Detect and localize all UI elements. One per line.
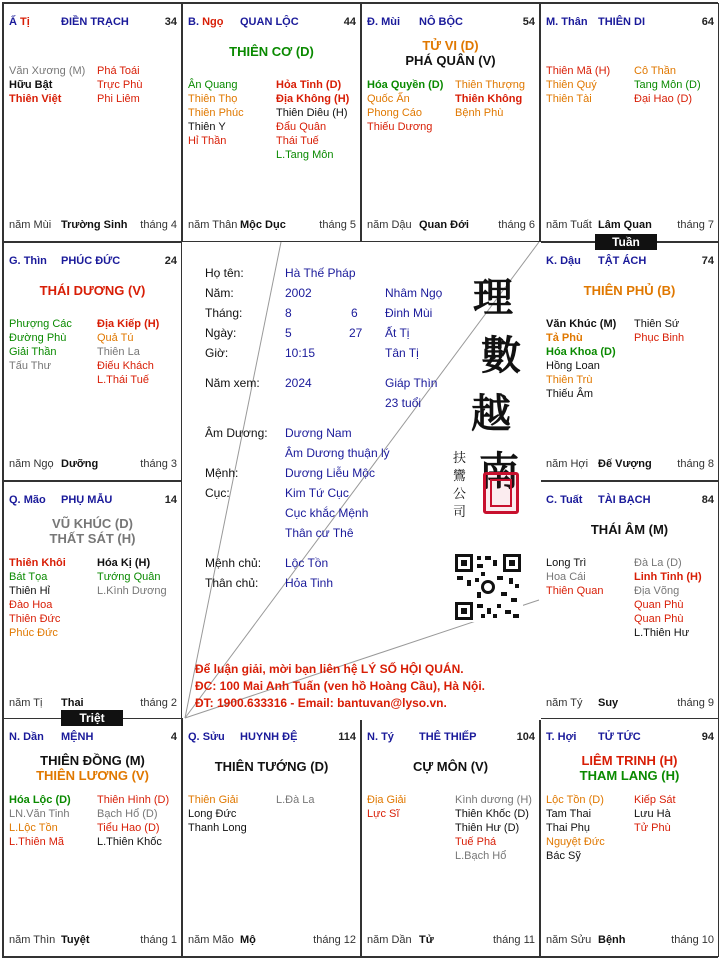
- palace-year: năm Mão: [188, 934, 234, 946]
- minor-star: Nguyệt Đức: [546, 836, 605, 848]
- minor-star: Tang Môn (D): [634, 79, 701, 91]
- minor-star: Hỉ Thần: [188, 135, 227, 147]
- minor-star: Long Trì: [546, 557, 587, 569]
- palace-header: [546, 255, 714, 269]
- palace-stage: Dưỡng: [61, 458, 99, 470]
- minor-star: Giải Thần: [9, 346, 57, 358]
- major-star: THIÊN ĐỒNG (M): [40, 753, 145, 768]
- triet-marker: Triệt: [61, 710, 123, 726]
- minor-star: Hỏa Tinh (D): [276, 79, 342, 91]
- palace-suu: [182, 718, 361, 957]
- calligraphy-char-3: 越: [471, 390, 511, 437]
- minor-star: Địa Kiếp (H): [97, 318, 160, 330]
- value-day-solar: 5: [285, 326, 292, 340]
- palace-number: 24: [164, 255, 177, 267]
- palace-footer: [546, 697, 714, 711]
- minor-star: Đà La (D): [634, 557, 682, 569]
- minor-star: Thiên Thượng: [455, 79, 526, 91]
- minor-stars-left: [546, 793, 605, 863]
- palace-year: năm Tý: [546, 697, 583, 709]
- palace-number: 4: [170, 731, 177, 743]
- palace-than: [540, 3, 719, 242]
- palace-stage: Tuyệt: [61, 934, 90, 946]
- minor-star: L.Thái Tuế: [97, 374, 149, 386]
- minor-stars-right: [97, 556, 167, 598]
- contact-line-3: ĐT: 1900.633316 - Email: bantuvan@lyso.vn.: [195, 696, 447, 710]
- contact-line-2: ĐC: 100 Mai Anh Tuấn (ven hồ Hoàng Cầu), Hà Nội.: [195, 679, 486, 693]
- palace-month: tháng 10: [671, 934, 714, 946]
- minor-stars-left: [188, 78, 244, 148]
- palace-can: M.: [546, 16, 559, 28]
- palace-month: tháng 11: [492, 934, 535, 946]
- palace-can: Đ.: [367, 16, 378, 28]
- palace-chi: Tuất: [560, 494, 583, 506]
- palace-ty: [3, 3, 182, 242]
- palace-stage: Suy: [598, 697, 619, 709]
- palace-stage: Trường Sinh: [61, 219, 128, 231]
- palace-year: năm Sửu: [546, 934, 592, 946]
- palace-chi: Dần: [23, 731, 44, 743]
- palace-thin: [3, 242, 182, 481]
- minor-star: Hóa Quyền (D): [367, 79, 444, 91]
- minor-star: Kiếp Sát: [634, 794, 676, 806]
- major-star: THIÊN LƯƠNG (V): [36, 768, 149, 783]
- minor-star: Phi Liêm: [97, 93, 140, 105]
- qr-code: [453, 552, 523, 622]
- horoscope-chart: [2, 2, 718, 958]
- palace-year: năm Thìn: [9, 934, 56, 946]
- minor-star: Thiên Không: [455, 93, 523, 105]
- minor-star: Thái Tuế: [276, 135, 319, 147]
- minor-star: Trực Phù: [97, 79, 143, 91]
- minor-star: Hồng Loan: [546, 360, 600, 372]
- minor-stars-left: [367, 78, 443, 134]
- minor-star: Thiên Giải: [188, 794, 239, 806]
- minor-star: Thiên Hỉ: [9, 585, 50, 597]
- minor-star: Hóa Lộc (D): [9, 794, 71, 806]
- major-star: CỰ MÔN (V): [412, 759, 489, 774]
- minor-star: Thiên Khốc (D): [455, 808, 529, 820]
- minor-star: Thiếu Dương: [367, 121, 433, 133]
- minor-star: Địa Không (H): [276, 93, 350, 105]
- minor-star: LN.Văn Tinh: [9, 808, 70, 820]
- minor-star: Tam Thai: [546, 808, 592, 820]
- palace-header: [546, 731, 714, 745]
- minor-star: Tử Phù: [634, 822, 671, 834]
- palace-hoi: [540, 718, 719, 957]
- major-star: TỬ VI (D): [422, 38, 479, 53]
- palace-chi: Mão: [23, 494, 46, 506]
- palace-month: tháng 3: [140, 458, 177, 470]
- minor-stars-left: [546, 64, 610, 106]
- palace-name: THÊ THIẾP: [419, 731, 477, 743]
- major-star: THIÊN PHỦ (B): [583, 283, 676, 298]
- minor-star: Bệnh Phù: [455, 107, 504, 119]
- minor-star: Quốc Ấn: [367, 93, 410, 105]
- palace-month: tháng 7: [677, 219, 714, 231]
- palace-tuat: [540, 481, 719, 720]
- palace-mui: [361, 3, 540, 242]
- value-view-lunar: Giáp Thìn: [385, 376, 438, 390]
- palace-month: tháng 9: [677, 697, 714, 709]
- palace-year: năm Tị: [9, 697, 43, 709]
- minor-star: Hoa Cái: [546, 571, 586, 583]
- palace-footer: [546, 458, 714, 472]
- value-menhchu: Lộc Tồn: [285, 556, 329, 570]
- value-month-solar: 8: [285, 306, 292, 320]
- calligraphy-char-1: 理: [473, 274, 513, 321]
- palace-number: 74: [701, 255, 714, 267]
- minor-star: Quả Tú: [97, 332, 134, 344]
- minor-star: Thiên Y: [188, 121, 226, 133]
- minor-star: Thiên Thọ: [188, 93, 238, 105]
- minor-star: Thiên Quý: [546, 79, 597, 91]
- palace-month: tháng 2: [140, 697, 177, 709]
- minor-star: Thiên Tài: [546, 93, 592, 105]
- palace-footer: [546, 219, 714, 233]
- palace-number: 64: [701, 16, 714, 28]
- contact-line-1: Để luận giải, mời bạn liên hệ LÝ SỐ HỘI QUÁN.: [195, 662, 464, 676]
- palace-footer: [546, 934, 714, 948]
- minor-star: Tiểu Hao (D): [97, 822, 160, 834]
- minor-star: Bát Tọa: [9, 571, 48, 583]
- minor-star: L.Thiên Hư: [634, 627, 690, 639]
- palace-year: năm Mùi: [9, 219, 52, 231]
- palace-header: [9, 255, 177, 269]
- palace-year: năm Hợi: [546, 458, 589, 470]
- minor-stars-right: [97, 64, 142, 106]
- palace-year: năm Dần: [367, 934, 412, 946]
- palace-name: MỆNH: [61, 731, 94, 743]
- palace-header: [546, 494, 714, 508]
- major-star: THIÊN TƯỚNG (D): [214, 759, 329, 774]
- palace-can: Ấ: [9, 16, 17, 28]
- minor-star: Ân Quang: [188, 79, 238, 91]
- minor-star: Thiên Đức: [9, 613, 61, 625]
- palace-can: T.: [546, 731, 555, 743]
- palace-header: [9, 731, 177, 745]
- minor-star: Đại Hao (D): [634, 93, 693, 105]
- minor-stars-right: [455, 793, 532, 863]
- minor-stars-right: [634, 64, 701, 106]
- palace-stage: Mộc Dục: [240, 219, 286, 231]
- calligraphy-char-4: 南: [479, 448, 519, 495]
- palace-number: 44: [343, 16, 356, 28]
- palace-dan: [3, 718, 182, 957]
- value-age: 23 tuổi: [385, 396, 422, 410]
- minor-star: Thiên Hình (D): [97, 794, 170, 806]
- palace-can: N.: [367, 731, 378, 743]
- palace-name: TẬT ÁCH: [598, 255, 647, 267]
- minor-star: Quan Phù: [634, 613, 684, 625]
- palace-year: năm Ngọ: [9, 458, 54, 470]
- minor-star: Địa Giải: [367, 794, 407, 806]
- palace-tyt: [361, 718, 540, 957]
- palace-dau: [540, 242, 719, 481]
- palace-number: 104: [516, 731, 535, 743]
- minor-star: Thai Phụ: [546, 822, 591, 834]
- minor-star: Thanh Long: [188, 822, 247, 834]
- palace-can: Q.: [9, 494, 21, 506]
- minor-star: Hóa Khoa (D): [546, 346, 616, 358]
- value-amduong: Dương Nam: [285, 426, 352, 440]
- label-menh: Mệnh:: [205, 466, 239, 480]
- minor-star: Hóa Kị (H): [97, 557, 151, 569]
- palace-chi: Dậu: [560, 255, 581, 267]
- palace-stage: Đế Vượng: [598, 458, 652, 470]
- minor-star: Long Đức: [188, 808, 237, 820]
- palace-header: [546, 16, 714, 30]
- palace-year: năm Dậu: [367, 219, 412, 231]
- tuan-marker: Tuần: [595, 234, 657, 250]
- minor-star: L.Thiên Mã: [9, 836, 65, 848]
- minor-stars-left: [188, 793, 247, 835]
- value-cuc2: Cục khắc Mệnh: [285, 506, 369, 520]
- palace-header: [188, 731, 356, 745]
- minor-stars-right: [634, 556, 702, 640]
- value-menh: Dương Liễu Mộc: [285, 466, 375, 480]
- palace-name: PHỤ MẪU: [61, 494, 113, 506]
- minor-star: L.Đà La: [276, 794, 315, 806]
- center-info-panel: [183, 242, 541, 720]
- palace-chi: Thìn: [23, 255, 47, 267]
- minor-star: L.Bạch Hổ: [455, 850, 507, 862]
- palace-footer: [9, 934, 177, 948]
- minor-stars-right: [634, 793, 676, 835]
- calligraphy-char-2: 數: [481, 332, 521, 379]
- minor-stars-left: [367, 793, 406, 821]
- minor-star: Phong Cáo: [367, 107, 423, 119]
- major-star: THÁI DƯƠNG (V): [39, 283, 146, 298]
- palace-can: B.: [188, 16, 199, 28]
- minor-star: Thiên Khôi: [9, 557, 66, 569]
- minor-stars-right: [634, 317, 684, 345]
- palace-number: 54: [522, 16, 535, 28]
- palace-header: [9, 494, 177, 508]
- palace-month: tháng 5: [319, 219, 356, 231]
- major-star: THẤT SÁT (H): [49, 531, 136, 546]
- minor-star: Đường Phù: [9, 332, 67, 344]
- palace-footer: [9, 697, 177, 711]
- calligraphy-small-text: 扶鸞公司: [453, 451, 467, 520]
- palace-month: tháng 6: [498, 219, 535, 231]
- value-year-solar: 2002: [285, 286, 312, 300]
- palace-year: năm Tuất: [546, 219, 592, 231]
- palace-number: 84: [701, 494, 714, 506]
- minor-stars-right: [97, 317, 159, 387]
- palace-mao: [3, 481, 182, 720]
- value-cuc3: Thân cư Thê: [285, 526, 354, 540]
- palace-number: 114: [338, 731, 356, 743]
- minor-star: Tuế Phá: [455, 836, 497, 848]
- label-month: Tháng:: [205, 306, 243, 320]
- palace-stage: Quan Đới: [419, 219, 469, 231]
- minor-stars-left: [546, 317, 616, 401]
- palace-name: ĐIỀN TRẠCH: [61, 16, 129, 28]
- minor-star: Thiếu Âm: [546, 388, 594, 400]
- minor-star: Thiên La: [97, 346, 140, 358]
- palace-header: [188, 16, 356, 30]
- minor-star: Tả Phù: [546, 332, 583, 344]
- minor-star: Thiên Mã (H): [546, 65, 611, 77]
- minor-star: Linh Tinh (H): [634, 571, 702, 583]
- minor-star: Tấu Thư: [9, 360, 52, 372]
- major-star: THIÊN CƠ (D): [229, 44, 314, 59]
- minor-stars-right: [276, 793, 315, 807]
- palace-footer: [188, 934, 356, 948]
- palace-stage: Lâm Quan: [598, 219, 652, 231]
- palace-can: K.: [546, 255, 557, 267]
- palace-chi: Ngọ: [202, 16, 224, 28]
- value-view-year: 2024: [285, 376, 312, 390]
- label-thanchu: Thân chủ:: [205, 576, 259, 590]
- major-star: THAM LANG (H): [579, 768, 680, 783]
- minor-star: Kình dương (H): [455, 794, 532, 806]
- palace-stage: Tử: [419, 934, 434, 946]
- value-cuc: Kim Tứ Cục: [285, 486, 349, 500]
- minor-star: Lưu Hà: [634, 808, 671, 820]
- minor-stars-left: [9, 556, 66, 640]
- minor-star: Đào Hoa: [9, 599, 53, 611]
- palace-name: THIÊN DI: [598, 16, 646, 28]
- palace-footer: [367, 934, 535, 948]
- minor-stars-left: [9, 64, 85, 106]
- palace-chi: Sửu: [202, 731, 225, 743]
- minor-stars-left: [9, 317, 72, 373]
- palace-chi: Tý: [381, 731, 394, 743]
- minor-star: Phục Binh: [634, 332, 685, 344]
- minor-star: Quan Phù: [634, 599, 684, 611]
- minor-star: Bạch Hổ (D): [97, 808, 158, 820]
- palace-header: [9, 16, 177, 30]
- value-month-lunar-num: 6: [351, 306, 358, 320]
- minor-star: Thiên Quan: [546, 585, 604, 597]
- label-year: Năm:: [205, 286, 234, 300]
- minor-star: Lộc Tồn (D): [546, 794, 604, 806]
- label-hour: Giờ:: [205, 346, 229, 360]
- major-star: PHÁ QUÂN (V): [405, 53, 496, 68]
- minor-star: Thiên Phúc: [188, 107, 244, 119]
- value-thanchu: Hỏa Tinh: [285, 576, 334, 590]
- value-day-lunar: Ất Tị: [385, 326, 410, 340]
- label-amduong: Âm Dương:: [205, 426, 268, 440]
- label-cuc: Cục:: [205, 486, 230, 500]
- palace-header: [367, 731, 535, 745]
- palace-year: năm Thân: [188, 219, 238, 231]
- palace-chi: Tị: [20, 16, 30, 28]
- palace-chi: Mùi: [381, 16, 401, 28]
- palace-footer: [9, 219, 177, 233]
- palace-can: C.: [546, 494, 557, 506]
- palace-header: [367, 16, 535, 30]
- value-amduong2: Âm Dương thuận lý: [285, 446, 390, 460]
- palace-month: tháng 4: [140, 219, 177, 231]
- palace-footer: [9, 458, 177, 472]
- minor-star: Bác Sỹ: [546, 850, 581, 862]
- minor-star: Tướng Quân: [97, 571, 161, 583]
- minor-stars-right: [276, 78, 349, 162]
- palace-chi: Thân: [561, 16, 588, 28]
- label-view-year: Năm xem:: [205, 376, 260, 390]
- minor-star: Văn Khúc (M): [546, 318, 617, 330]
- palace-can: G.: [9, 255, 21, 267]
- minor-star: Thiên Sứ: [634, 318, 680, 330]
- value-name: Hà Thế Pháp: [285, 266, 356, 280]
- minor-star: Đẩu Quân: [276, 121, 327, 133]
- palace-can: Q.: [188, 731, 200, 743]
- palace-number: 34: [164, 16, 177, 28]
- minor-star: Lực Sĩ: [367, 808, 400, 820]
- minor-star: Thiên Hư (D): [455, 822, 520, 834]
- major-star: LIÊM TRINH (H): [581, 753, 678, 768]
- minor-star: L.Thiên Khốc: [97, 836, 162, 848]
- value-hour: 10:15: [285, 346, 316, 360]
- value-month-lunar: Đinh Mùi: [385, 306, 433, 320]
- palace-month: tháng 8: [677, 458, 714, 470]
- major-star: THÁI ÂM (M): [590, 522, 669, 537]
- minor-star: Thiên Trù: [546, 374, 593, 386]
- palace-number: 14: [164, 494, 177, 506]
- palace-can: N.: [9, 731, 20, 743]
- minor-stars-left: [546, 556, 603, 598]
- palace-name: HUYNH ĐỆ: [240, 731, 298, 743]
- minor-star: Địa Võng: [634, 585, 680, 597]
- minor-star: Phá Toái: [97, 65, 140, 77]
- minor-star: Văn Xương (M): [9, 65, 86, 77]
- palace-stage: Bệnh: [598, 934, 626, 946]
- value-day-lunar-num: 27: [349, 326, 363, 340]
- minor-star: L.Tang Môn: [276, 149, 334, 161]
- palace-chi: Hợi: [557, 731, 577, 743]
- label-name: Họ tên:: [205, 266, 244, 280]
- palace-month: tháng 1: [140, 934, 177, 946]
- palace-name: PHÚC ĐỨC: [61, 255, 121, 267]
- palace-name: TÀI BẠCH: [598, 494, 651, 506]
- minor-star: Thiên Việt: [9, 93, 62, 105]
- palace-name: NÔ BỘC: [419, 16, 463, 28]
- minor-star: Phượng Các: [9, 318, 72, 330]
- minor-star: L.Kình Dương: [97, 585, 167, 597]
- minor-stars-right: [455, 78, 525, 120]
- palace-stage: Thai: [61, 697, 84, 709]
- palace-month: tháng 12: [313, 934, 356, 946]
- minor-stars-right: [97, 793, 169, 849]
- minor-star: Cô Thần: [634, 65, 676, 77]
- minor-star: Thiên Diêu (H): [276, 107, 348, 119]
- minor-star: L.Lộc Tồn: [9, 822, 58, 834]
- label-day: Ngày:: [205, 326, 237, 340]
- palace-stage: Mộ: [240, 934, 256, 946]
- minor-star: Phúc Đức: [9, 627, 58, 639]
- palace-ngo: [182, 3, 361, 242]
- red-seal-stamp: [483, 472, 519, 514]
- palace-name: TỬ TỨC: [598, 731, 641, 743]
- palace-number: 94: [701, 731, 714, 743]
- minor-stars-left: [9, 793, 71, 849]
- major-star: VŨ KHÚC (D): [52, 516, 133, 531]
- minor-star: Điếu Khách: [97, 360, 154, 372]
- palace-name: QUAN LỘC: [240, 16, 299, 28]
- value-hour-lunar: Tân Tị: [385, 346, 419, 360]
- palace-footer: [188, 219, 356, 233]
- label-menhchu: Mệnh chủ:: [205, 556, 262, 570]
- palace-footer: [367, 219, 535, 233]
- minor-star: Hữu Bật: [9, 79, 53, 91]
- value-year-lunar: Nhâm Ngọ: [385, 286, 443, 300]
